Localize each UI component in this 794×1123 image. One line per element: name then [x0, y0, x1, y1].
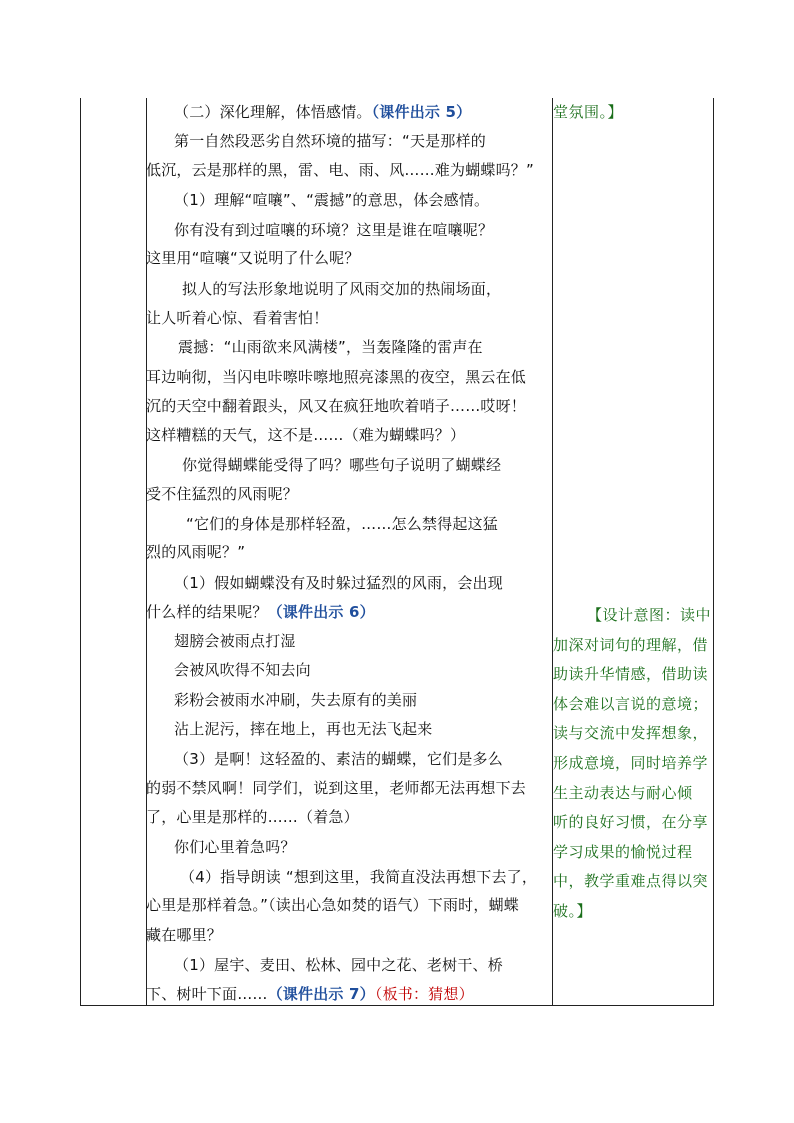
text-segment: 耳边响彻，当闪电咔嚓咔嚓地照亮漆黑的夜空，黑云在低: [146, 368, 527, 386]
side-note-line: 学习成果的愉悦过程: [553, 842, 693, 861]
text-line: [146, 542, 245, 562]
text-segment: 心里是那样着急。”（读出心急如焚的语气）下雨时，蝴蝶: [146, 896, 519, 914]
column-divider-2: [552, 98, 553, 1006]
text-segment: （1）理解“喧嚷”、“震撼”的意思，体会感情。: [174, 191, 490, 209]
text-line: [146, 573, 503, 593]
text-segment: 这里用“喧嚷“又说明了什么呢？: [146, 249, 360, 267]
text-segment: （4）指导朗读 “想到这里，我简直没法再想下去了，: [180, 868, 538, 886]
text-line: [146, 190, 489, 210]
text-line: [146, 719, 432, 739]
text-line: [146, 160, 534, 180]
courseware-ref: （课件出示 7）: [267, 985, 375, 1003]
table-bottom-border: [80, 1005, 714, 1006]
text-line: [146, 895, 519, 915]
text-segment: 震撼：“山雨欲来风满楼”，当轰隆隆的雷声在: [178, 338, 483, 356]
text-segment: 第一自然段恶劣自然环境的描写：“天是那样的: [174, 132, 486, 150]
text-segment: 下、树叶下面……: [146, 985, 268, 1003]
courseware-ref: （课件出示 5）: [371, 103, 472, 121]
side-note-line: 中，教学重难点得以突: [553, 872, 709, 891]
table-right-border: [713, 98, 714, 1006]
text-segment: （1）屋宇、麦田、松林、园中之花、老树干、桥: [174, 956, 503, 974]
text-segment: “它们的身体是那样轻盈，……怎么禁得起这猛: [186, 515, 498, 533]
text-line: [146, 131, 486, 151]
text-line: [146, 984, 474, 1004]
text-segment: 你们心里着急吗？: [174, 838, 296, 856]
side-note-line: 生主动表达与耐心倾: [553, 783, 693, 802]
side-note-top: 堂氛围。】: [553, 103, 624, 121]
text-line: [146, 102, 471, 122]
text-line: [146, 807, 359, 827]
text-segment: 沾上泥污，摔在地上，再也无法飞起来: [174, 720, 433, 738]
text-line: [146, 220, 493, 240]
text-segment: 彩粉会被雨水冲刷，失去原有的美丽: [174, 691, 418, 709]
text-line: [146, 455, 501, 475]
text-line: [146, 367, 526, 387]
blackboard-note: （板书：猜想）: [374, 985, 474, 1003]
text-line: [146, 778, 526, 798]
text-segment: 你觉得蝴蝶能受得了吗？哪些句子说明了蝴蝶经: [182, 456, 502, 474]
text-line: [146, 484, 298, 504]
text-segment: 沉的天空中翻着跟头，风又在疯狂地吹着哨子……哎呀！: [146, 397, 527, 415]
text-segment: （3）是啊！这轻盈的、素洁的蝴蝶，它们是多么: [174, 750, 503, 768]
text-segment: （1）假如蝴蝶没有及时躲过猛烈的风雨，会出现: [174, 574, 503, 592]
text-line: [146, 660, 311, 680]
side-note-line: 体会难以言说的意境；: [553, 694, 709, 713]
text-segment: 拟人的写法形象地说明了风雨交加的热闹场面，: [182, 280, 502, 298]
text-segment: 烈的风雨呢？”: [146, 543, 246, 561]
side-note-line: 形成意境，同时培养学: [553, 754, 709, 772]
side-note-line: 助读升华情感，借助读: [553, 665, 709, 684]
text-line: [146, 396, 526, 416]
text-line: [146, 925, 222, 945]
text-line: [146, 602, 375, 622]
text-line: [146, 248, 360, 268]
text-segment: 的弱不禁风啊！同学们，说到这里，老师都无法再想下去: [146, 779, 527, 797]
text-line: [146, 308, 328, 328]
text-segment: 翅膀会被雨点打湿: [174, 632, 296, 650]
text-segment: 让人听着心惊、看着害怕！: [146, 309, 329, 327]
text-segment: 了，心里是那样的……（着急）: [146, 808, 359, 826]
side-note-line: 读与交流中发挥想象，: [553, 724, 709, 743]
side-note-line: 【设计意图：读中: [587, 606, 712, 624]
text-line: [146, 337, 483, 357]
table-left-border: [80, 98, 81, 1006]
text-segment: 这样糟糕的天气，这不是……（难为蝴蝶吗？）: [146, 426, 466, 444]
text-segment: 藏在哪里？: [146, 926, 223, 944]
text-line: [146, 279, 501, 299]
text-segment: 低沉，云是那样的黑，雷、电、雨、风……难为蝴蝶吗？”: [146, 161, 534, 179]
text-line: [146, 955, 503, 975]
text-line: [146, 631, 296, 651]
courseware-ref: （课件出示 6）: [267, 603, 375, 621]
text-line: [146, 837, 296, 857]
text-segment: （二）深化理解，体悟感情。: [174, 103, 372, 121]
text-segment: 什么样的结果呢？: [146, 603, 268, 621]
side-note-line: 加深对词句的理解，借: [553, 635, 709, 654]
text-line: [146, 690, 417, 710]
text-segment: 会被风吹得不知去向: [174, 661, 311, 679]
side-note-line: 破。】: [553, 902, 593, 920]
text-line: [146, 425, 465, 445]
text-line: [146, 867, 537, 887]
text-segment: 受不住猛烈的风雨呢？: [146, 485, 299, 503]
text-line: [146, 514, 498, 534]
side-note-line: 听的良好习惯，在分享: [553, 813, 709, 832]
text-line: [146, 749, 503, 769]
text-segment: 你有没有到过喧嚷的环境？这里是谁在喧嚷呢？: [174, 221, 494, 239]
